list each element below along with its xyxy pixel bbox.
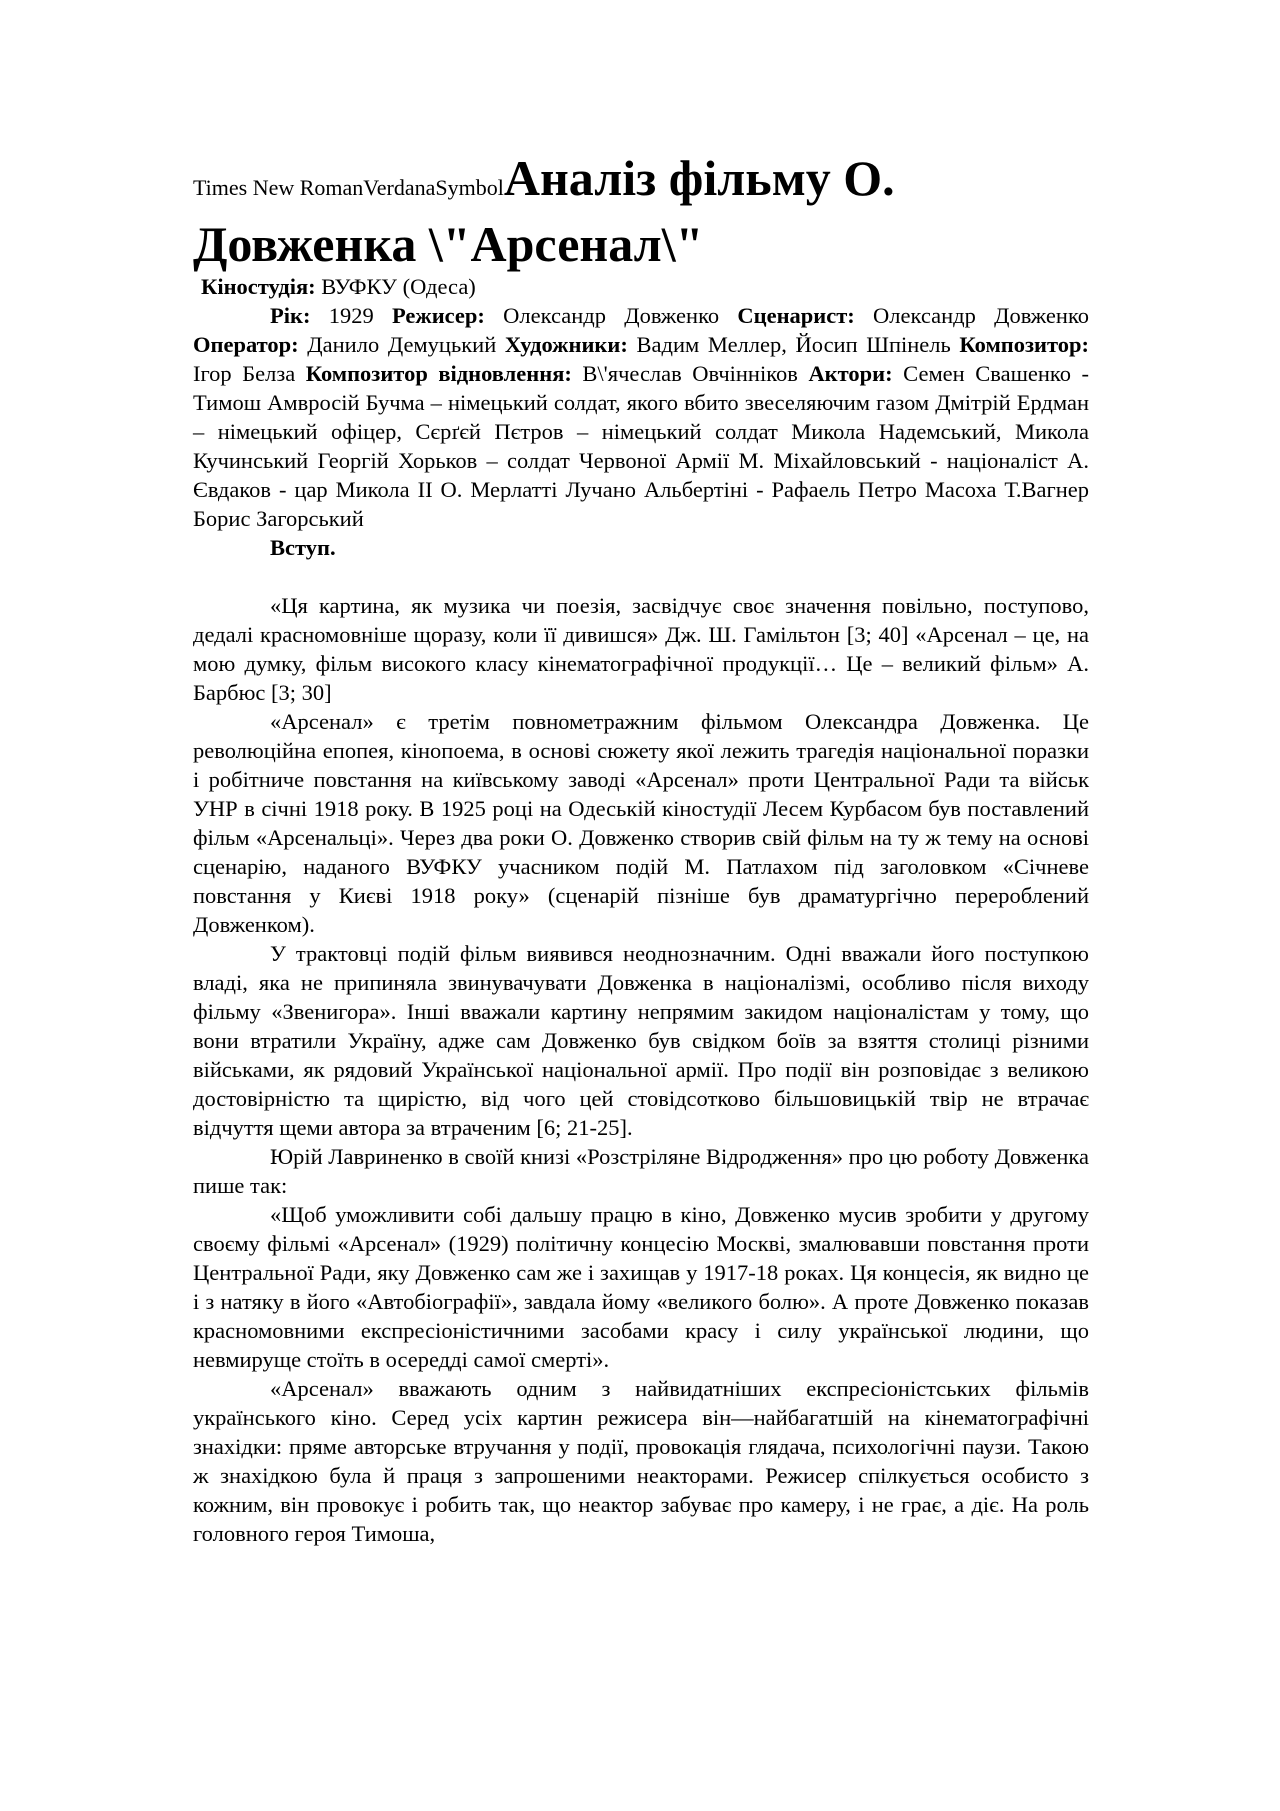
restoration-composer-value: В\'ячеслав Овчінніков (571, 361, 809, 386)
artists-value: Вадим Меллер, Йосип Шпінель (627, 332, 960, 357)
year-label: Рік: (270, 303, 311, 328)
composer-value: Ігор Белза (193, 361, 306, 386)
year-value: 1929 (310, 303, 392, 328)
writer-label: Сценарист: (737, 303, 855, 328)
font-names-text: Times New RomanVerdanaSymbol (193, 175, 504, 200)
writer-value: Олександр Довженко (854, 303, 1089, 328)
paragraph-3: У трактовці подій фільм виявився неоднозначним. Одні вважали його поступкою владі, яка не припиняла звинувачувати Довженка в націоналізмі, особливо після виходу фільму «Звенигора». Інші вважали картину непрямим закидом націоналістам у тому, що вони втратили Україну, адже сам Довженко був свідком боїв за взяття столиці різними військами, як рядовий Української національної армії. Про події він розповідає з великою достовірністю та щирістю, від чого цей стовідсотково більшовицькій твір не втрачає відчуття щеми автора за втраченим [6; 21-25]. (193, 941, 1089, 1140)
operator-value: Данило Демуцький (298, 332, 505, 357)
title-line-1: Аналіз фільму О. (503, 150, 895, 206)
spacer (193, 562, 1089, 591)
artists-label: Художники: (504, 332, 628, 357)
actors-label: Актори: (808, 361, 893, 386)
director-label: Режисер: (391, 303, 485, 328)
paragraph-5: «Щоб уможливити собі дальшу працю в кіно, Довженко мусив зробити у другому своєму фільмі «Арсенал» (1929) політичну концесію Москві, змалювавши повстання проти Центральної Ради, яку Довженко сам же і захищав у 1917-18 роках. Ця концесія, як видно це і з натяку в його «Автобіографії», завдала йому «великого болю». А проте Довженко показав красномовними експресіоністичними засобами красу і силу української людини, що невмируще стоїть в осередді самої смерті». (193, 1202, 1089, 1372)
paragraph-2: «Арсенал» є третім повнометражним фільмом Олександра Довженка. Це революційна епопея, кінопоема, в основі сюжету якої лежить трагедія національної поразки і робітниче повстання на київському заводі «Арсенал» проти Центральної Ради та військ УНР в січні 1918 року. В 1925 році на Одеській кіностудії Лесем Курбасом був поставлений фільм «Арсенальці». Через два роки О. Довженко створив свій фільм на ту ж тему на основі сценарію, наданого ВУФКУ учасником подій М. Патлахом під заголовком «Січневе повстання у Києві 1918 року» (сценарій пізніше був драматургічно перероблений Довженком). (193, 709, 1089, 937)
paragraph-4: Юрій Лавриненко в своїй книзі «Розстріляне Відродження» про цю роботу Довженка пише так: (193, 1144, 1089, 1198)
intro-heading-text: Вступ. (270, 535, 336, 560)
paragraph-6: «Арсенал» вважають одним з найвидатніших експресіоністських фільмів українського кіно. Серед усіх картин режисера він—найбагатшій на кінематографічні знахідки: пряме авторське втручання у події, провокація глядача, психологічні паузи. Такою ж знахідкою була й праця з запрошеними неакторами. Режисер спілкується особисто з кожним, він провокує і робить так, що неактор забуває про камеру, і не грає, а діє. На роль головного героя Тимоша, (193, 1376, 1089, 1546)
studio-value: ВУФКУ (Одеса) (315, 274, 476, 299)
operator-label: Оператор: (193, 332, 299, 357)
title-line-2: Довженка \"Арсенал\" (193, 216, 704, 272)
studio-label: Кіностудія: (201, 274, 316, 299)
composer-label: Композитор: (959, 332, 1089, 357)
intro-heading (193, 533, 1089, 562)
credits-studio (201, 272, 1089, 301)
actors-value: Семен Свашенко - Тимош Амвросій Бучма – німецький солдат, якого вбито звеселяючим газом Дмітрій Ердман – німецький офіцер, Сєрґєй Пєтров – німецький солдат Микола Надемський, Микола Кучинський Георгій Хорьков – солдат Червоної Армії М. Міхайловський - націоналіст А. Євдаков - цар Микола ІІ О. Мерлатті Лучано Альбертіні - Рафаель Петро Масоха Т.Вагнер Борис Загорський (193, 361, 1090, 531)
credits-block (193, 301, 1089, 533)
director-value: Олександр Довженко (484, 303, 738, 328)
document-title (193, 150, 1089, 216)
paragraph-1: «Ця картина, як музика чи поезія, засвідчує своє значення повільно, поступово, дедалі красномовніше щоразу, коли її дивишся» Дж. Ш. Гамільтон [3; 40] «Арсенал – це, на мою думку, фільм високого класу кінематографічної продукції… Це – великий фільм» А. Барбюс [3; 30] (193, 593, 1089, 705)
restoration-composer-label: Композитор відновлення: (305, 361, 572, 386)
document-page (193, 150, 1089, 1548)
